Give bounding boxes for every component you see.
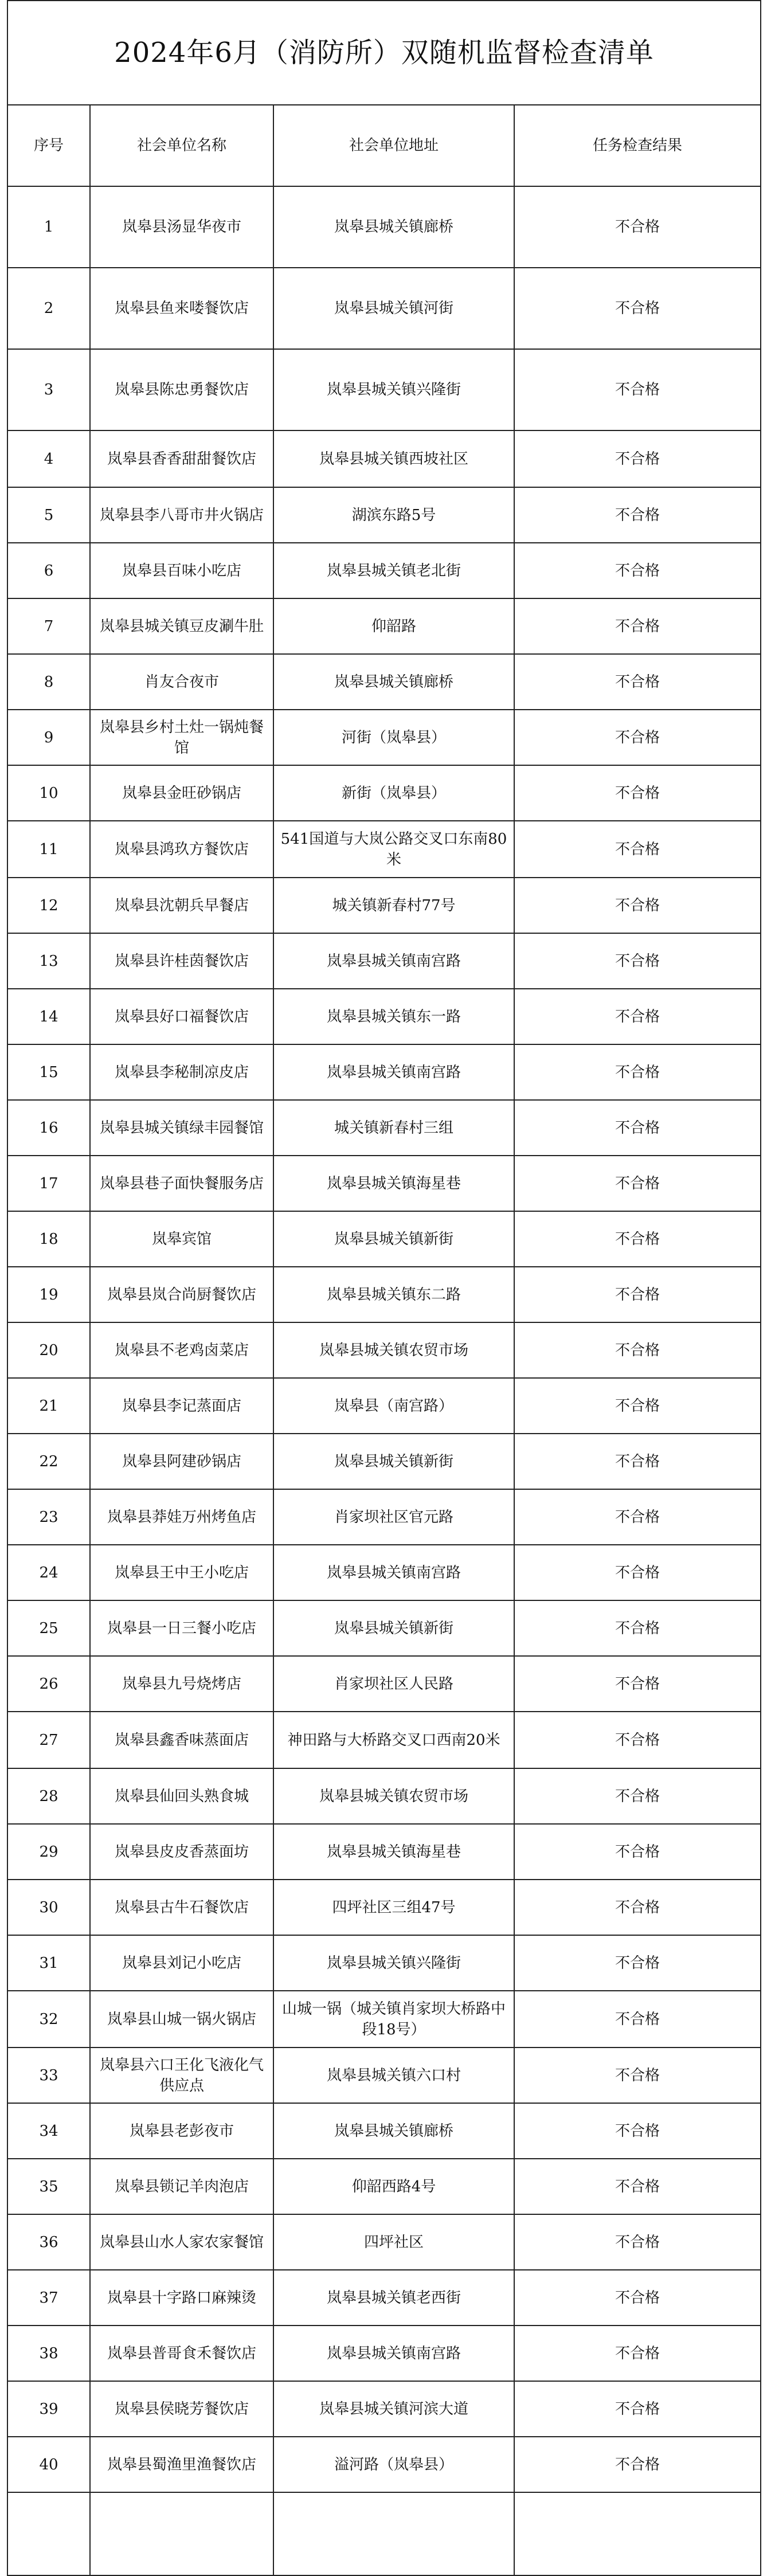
cell-unit-name: 岚皋县侯晓芳餐饮店 [90, 2381, 273, 2437]
cell-result: 不合格 [514, 268, 761, 349]
cell-unit-name: 肖友合夜市 [90, 654, 273, 710]
table-row [7, 2214, 761, 2270]
cell-unit-name: 岚皋县鑫香味蒸面店 [90, 1712, 273, 1768]
cell-result: 不合格 [514, 2437, 761, 2492]
cell-unit-address: 岚皋县城关镇六口村 [273, 2048, 514, 2103]
cell-unit-address: 仰韶路 [273, 598, 514, 654]
cell-index: 35 [7, 2159, 90, 2214]
table-row [7, 1322, 761, 1378]
cell-unit-name: 岚皋县陈忠勇餐饮店 [90, 349, 273, 430]
cell-unit-address: 岚皋县城关镇海星巷 [273, 1824, 514, 1880]
cell-unit-name: 岚皋县城关镇绿丰园餐馆 [90, 1100, 273, 1156]
cell-result: 不合格 [514, 1768, 761, 1824]
cell-unit-address: 溢河路（岚皋县） [273, 2437, 514, 2492]
cell-unit-address: 肖家坝社区官元路 [273, 1489, 514, 1545]
cell-unit-name: 岚皋县乡村土灶一锅炖餐馆 [90, 710, 273, 765]
cell-result: 不合格 [514, 1545, 761, 1600]
table-row [7, 430, 761, 487]
cell-index: 8 [7, 654, 90, 710]
cell-unit-address: 山城一锅（城关镇肖家坝大桥路中段18号） [273, 1991, 514, 2048]
cell-unit-name: 岚皋县好口福餐饮店 [90, 989, 273, 1044]
table-row [7, 1545, 761, 1600]
header-row [7, 105, 761, 186]
table-row [7, 710, 761, 765]
cell-result: 不合格 [514, 1156, 761, 1211]
header-unit-address: 社会单位地址 [273, 105, 514, 186]
header-result: 任务检查结果 [514, 105, 761, 186]
table-row [7, 349, 761, 430]
table-row [7, 186, 761, 268]
cell-index: 25 [7, 1600, 90, 1656]
cell-index: 37 [7, 2270, 90, 2326]
table-row [7, 2270, 761, 2326]
cell-unit-name: 岚皋县九号烧烤店 [90, 1656, 273, 1712]
table-row [7, 1935, 761, 1991]
cell-unit-address: 仰韶西路4号 [273, 2159, 514, 2214]
cell-unit-address: 城关镇新春村三组 [273, 1100, 514, 1156]
cell-index: 22 [7, 1434, 90, 1489]
cell-result: 不合格 [514, 1880, 761, 1935]
cell-index: 34 [7, 2103, 90, 2159]
header-index: 序号 [7, 105, 90, 186]
cell-index: 7 [7, 598, 90, 654]
cell-index: 5 [7, 487, 90, 543]
table-row [7, 543, 761, 598]
cell-result: 不合格 [514, 2159, 761, 2214]
cell-index: 14 [7, 989, 90, 1044]
empty-cell [7, 2492, 90, 2575]
cell-result: 不合格 [514, 1991, 761, 2048]
cell-result: 不合格 [514, 933, 761, 989]
cell-index: 13 [7, 933, 90, 989]
cell-unit-address: 岚皋县城关镇农贸市场 [273, 1322, 514, 1378]
cell-unit-name: 岚皋县老彭夜市 [90, 2103, 273, 2159]
cell-unit-address: 岚皋县城关镇新街 [273, 1434, 514, 1489]
cell-unit-name: 岚皋县沈朝兵早餐店 [90, 878, 273, 933]
table-row [7, 1880, 761, 1935]
cell-unit-name: 岚皋县鱼来喽餐饮店 [90, 268, 273, 349]
cell-unit-address: 岚皋县城关镇南宫路 [273, 1545, 514, 1600]
table-row [7, 1712, 761, 1768]
cell-result: 不合格 [514, 654, 761, 710]
cell-result: 不合格 [514, 1824, 761, 1880]
table-row [7, 1044, 761, 1100]
cell-index: 23 [7, 1489, 90, 1545]
cell-result: 不合格 [514, 349, 761, 430]
cell-unit-name: 岚皋县不老鸡卤菜店 [90, 1322, 273, 1378]
cell-index: 18 [7, 1211, 90, 1267]
table-row [7, 1768, 761, 1824]
cell-index: 40 [7, 2437, 90, 2492]
cell-index: 9 [7, 710, 90, 765]
cell-index: 4 [7, 430, 90, 487]
table-row [7, 2326, 761, 2381]
cell-unit-name: 岚皋县莽娃万州烤鱼店 [90, 1489, 273, 1545]
cell-unit-name: 岚皋县仙回头熟食城 [90, 1768, 273, 1824]
cell-unit-address: 岚皋县城关镇廊桥 [273, 2103, 514, 2159]
cell-unit-name: 岚皋县鸿玖方餐饮店 [90, 821, 273, 878]
cell-index: 28 [7, 1768, 90, 1824]
cell-unit-address: 岚皋县城关镇河滨大道 [273, 2381, 514, 2437]
cell-result: 不合格 [514, 2048, 761, 2103]
cell-unit-name: 岚皋县山水人家农家餐馆 [90, 2214, 273, 2270]
cell-unit-name: 岚皋县李八哥市井火锅店 [90, 487, 273, 543]
cell-result: 不合格 [514, 1211, 761, 1267]
cell-index: 30 [7, 1880, 90, 1935]
inspection-table [7, 0, 761, 2576]
cell-unit-name: 岚皋县一日三餐小吃店 [90, 1600, 273, 1656]
cell-index: 15 [7, 1044, 90, 1100]
table-row [7, 2381, 761, 2437]
cell-unit-address: 岚皋县城关镇西坡社区 [273, 430, 514, 487]
cell-unit-name: 岚皋县锁记羊肉泡店 [90, 2159, 273, 2214]
table-row [7, 268, 761, 349]
cell-unit-name: 岚皋县皮皮香蒸面坊 [90, 1824, 273, 1880]
cell-unit-address: 岚皋县城关镇南宫路 [273, 933, 514, 989]
cell-unit-name: 岚皋县巷子面快餐服务店 [90, 1156, 273, 1211]
cell-unit-address: 岚皋县城关镇老北街 [273, 543, 514, 598]
cell-unit-address: 岚皋县城关镇兴隆街 [273, 1935, 514, 1991]
cell-result: 不合格 [514, 598, 761, 654]
cell-unit-address: 河街（岚皋县） [273, 710, 514, 765]
cell-unit-name: 岚皋县百味小吃店 [90, 543, 273, 598]
cell-index: 29 [7, 1824, 90, 1880]
cell-result: 不合格 [514, 2326, 761, 2381]
cell-unit-name: 岚皋宾馆 [90, 1211, 273, 1267]
cell-index: 24 [7, 1545, 90, 1600]
cell-unit-address: 四坪社区三组47号 [273, 1880, 514, 1935]
table-row [7, 2437, 761, 2492]
table-row [7, 1378, 761, 1434]
cell-unit-address: 岚皋县城关镇南宫路 [273, 2326, 514, 2381]
table-row [7, 765, 761, 821]
table-row [7, 1211, 761, 1267]
cell-result: 不合格 [514, 1489, 761, 1545]
cell-unit-address: 541国道与大岚公路交叉口东南80米 [273, 821, 514, 878]
cell-unit-address: 神田路与大桥路交叉口西南20米 [273, 1712, 514, 1768]
cell-unit-address: 岚皋县城关镇廊桥 [273, 186, 514, 268]
cell-result: 不合格 [514, 543, 761, 598]
cell-index: 31 [7, 1935, 90, 1991]
cell-result: 不合格 [514, 1712, 761, 1768]
cell-unit-address: 岚皋县城关镇河街 [273, 268, 514, 349]
cell-index: 16 [7, 1100, 90, 1156]
cell-unit-name: 岚皋县古牛石餐饮店 [90, 1880, 273, 1935]
cell-index: 1 [7, 186, 90, 268]
cell-result: 不合格 [514, 2381, 761, 2437]
cell-index: 38 [7, 2326, 90, 2381]
empty-cell [90, 2492, 273, 2575]
cell-index: 32 [7, 1991, 90, 2048]
table-row [7, 1434, 761, 1489]
cell-unit-name: 岚皋县岚合尚厨餐饮店 [90, 1267, 273, 1322]
cell-index: 12 [7, 878, 90, 933]
cell-result: 不合格 [514, 821, 761, 878]
cell-unit-address: 湖滨东路5号 [273, 487, 514, 543]
cell-index: 11 [7, 821, 90, 878]
table-row [7, 1824, 761, 1880]
cell-unit-name: 岚皋县普哥食禾餐饮店 [90, 2326, 273, 2381]
cell-index: 21 [7, 1378, 90, 1434]
cell-index: 33 [7, 2048, 90, 2103]
empty-cell [273, 2492, 514, 2575]
cell-unit-address: 四坪社区 [273, 2214, 514, 2270]
cell-result: 不合格 [514, 1935, 761, 1991]
cell-unit-name: 岚皋县王中王小吃店 [90, 1545, 273, 1600]
cell-unit-address: 岚皋县（南宫路） [273, 1378, 514, 1434]
cell-unit-address: 肖家坝社区人民路 [273, 1656, 514, 1712]
cell-unit-address: 城关镇新春村77号 [273, 878, 514, 933]
table-row [7, 989, 761, 1044]
cell-result: 不合格 [514, 1378, 761, 1434]
cell-unit-address: 岚皋县城关镇老西街 [273, 2270, 514, 2326]
cell-result: 不合格 [514, 1267, 761, 1322]
cell-unit-address: 岚皋县城关镇海星巷 [273, 1156, 514, 1211]
table-row [7, 933, 761, 989]
table-row [7, 1489, 761, 1545]
empty-row [7, 2492, 761, 2575]
cell-unit-name: 岚皋县许桂茵餐饮店 [90, 933, 273, 989]
cell-result: 不合格 [514, 1322, 761, 1378]
cell-unit-address: 岚皋县城关镇兴隆街 [273, 349, 514, 430]
table-row [7, 1156, 761, 1211]
cell-unit-name: 岚皋县蜀渔里渔餐饮店 [90, 2437, 273, 2492]
cell-index: 20 [7, 1322, 90, 1378]
cell-unit-address: 岚皋县城关镇农贸市场 [273, 1768, 514, 1824]
cell-result: 不合格 [514, 2270, 761, 2326]
header-unit-name: 社会单位名称 [90, 105, 273, 186]
cell-result: 不合格 [514, 989, 761, 1044]
cell-result: 不合格 [514, 430, 761, 487]
empty-cell [514, 2492, 761, 2575]
cell-index: 27 [7, 1712, 90, 1768]
table-row [7, 878, 761, 933]
cell-index: 19 [7, 1267, 90, 1322]
cell-unit-name: 岚皋县李秘制凉皮店 [90, 1044, 273, 1100]
cell-unit-address: 岚皋县城关镇东一路 [273, 989, 514, 1044]
table-row [7, 1600, 761, 1656]
cell-result: 不合格 [514, 765, 761, 821]
cell-unit-name: 岚皋县刘记小吃店 [90, 1935, 273, 1991]
table-row [7, 1100, 761, 1156]
cell-result: 不合格 [514, 710, 761, 765]
cell-result: 不合格 [514, 487, 761, 543]
cell-unit-name: 岚皋县十字路口麻辣烫 [90, 2270, 273, 2326]
cell-index: 6 [7, 543, 90, 598]
cell-index: 10 [7, 765, 90, 821]
cell-index: 3 [7, 349, 90, 430]
table-row [7, 1656, 761, 1712]
cell-unit-name: 岚皋县城关镇豆皮涮牛肚 [90, 598, 273, 654]
cell-result: 不合格 [514, 2214, 761, 2270]
table-row [7, 598, 761, 654]
cell-unit-address: 岚皋县城关镇廊桥 [273, 654, 514, 710]
cell-unit-address: 岚皋县城关镇东二路 [273, 1267, 514, 1322]
cell-unit-address: 岚皋县城关镇南宫路 [273, 1044, 514, 1100]
table-row [7, 821, 761, 878]
cell-unit-name: 岚皋县香香甜甜餐饮店 [90, 430, 273, 487]
cell-result: 不合格 [514, 1100, 761, 1156]
table-row [7, 2159, 761, 2214]
cell-unit-name: 岚皋县山城一锅火锅店 [90, 1991, 273, 2048]
table-row [7, 654, 761, 710]
cell-unit-address: 岚皋县城关镇新街 [273, 1211, 514, 1267]
table-row [7, 487, 761, 543]
cell-unit-name: 岚皋县李记蒸面店 [90, 1378, 273, 1434]
cell-index: 2 [7, 268, 90, 349]
cell-result: 不合格 [514, 1434, 761, 1489]
table-row [7, 2048, 761, 2103]
cell-index: 39 [7, 2381, 90, 2437]
cell-unit-name: 岚皋县六口王化飞液化气供应点 [90, 2048, 273, 2103]
cell-result: 不合格 [514, 1044, 761, 1100]
cell-unit-address: 新街（岚皋县） [273, 765, 514, 821]
cell-unit-name: 岚皋县金旺砂锅店 [90, 765, 273, 821]
cell-unit-name: 岚皋县阿建砂锅店 [90, 1434, 273, 1489]
cell-result: 不合格 [514, 186, 761, 268]
table-row [7, 2103, 761, 2159]
cell-result: 不合格 [514, 2103, 761, 2159]
cell-unit-name: 岚皋县汤显华夜市 [90, 186, 273, 268]
table-row [7, 1991, 761, 2048]
cell-index: 17 [7, 1156, 90, 1211]
cell-result: 不合格 [514, 878, 761, 933]
cell-index: 26 [7, 1656, 90, 1712]
cell-result: 不合格 [514, 1600, 761, 1656]
table-row [7, 1267, 761, 1322]
cell-result: 不合格 [514, 1656, 761, 1712]
page-title: 2024年6月（消防所）双随机监督检查清单 [7, 1, 761, 105]
cell-index: 36 [7, 2214, 90, 2270]
cell-unit-address: 岚皋县城关镇新街 [273, 1600, 514, 1656]
